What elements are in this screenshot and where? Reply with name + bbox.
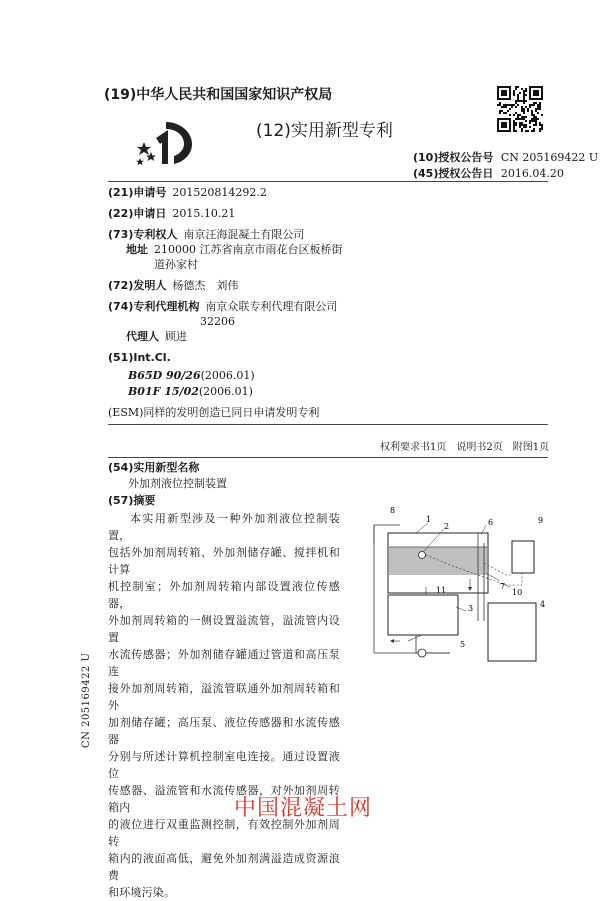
cnipa-logo [134,118,198,166]
biblio-divider-bottom [108,457,548,458]
figure-label-4: 4 [540,600,546,609]
ipc-class-1 [128,368,255,383]
qr-code [497,86,543,132]
application-number-row [108,185,267,200]
abstract-line: 箱内的液面高低，避免外加剂满溢造成资源浪费 [108,852,340,882]
grant-date: 2016.04.20 [500,167,564,180]
figure-label-3: 3 [468,604,474,613]
abstract-line: 传感器、溢流管和水流传感器，对外加剂周转箱内 [108,784,340,814]
patentee: 南京汪海混凝土有限公司 [183,228,305,241]
abstract-line: 的液位进行双重监测控制，有效控制外加剂周转 [108,818,340,848]
patentee-row [108,227,304,242]
application-number-label: (21)申请号 [108,186,167,199]
device-figure [360,503,560,678]
abstract-line: 本实用新型涉及一种外加剂液位控制装置， [108,512,340,542]
ipc-class-1-code: B65D 90/26 [128,369,201,382]
grant-date-row [413,166,564,181]
abstract-line: 加剂储存罐；高压泵、液位传感器和水流传感器 [108,716,340,746]
address-line-2: 道孙家村 [154,258,198,271]
ipc-class-2-code: B01F 15/02 [128,385,199,398]
abstract-line: 机控制室；外加剂周转箱内部设置液位传感器， [108,580,340,610]
ipc-class-2 [128,384,253,399]
grant-number-row [413,150,598,165]
address-label: 地址 [126,243,148,256]
filing-date: 2015.10.21 [172,207,236,220]
filing-date-row [108,206,235,221]
figure-label-6: 6 [488,518,494,527]
figure-label-8: 8 [390,506,396,515]
patentee-label: (73)专利权人 [108,228,178,241]
cnipa-logo-icon [134,118,198,166]
pages-note: 权利要求书1页 说明书2页 附图1页 [380,442,550,453]
inventor-label: (72)发明人 [108,279,167,292]
figure-label-2: 2 [444,522,450,531]
grant-date-label: (45)授权公告日 [413,167,494,180]
figure-label-5: 5 [460,640,466,649]
watermark-text: 中国混凝土网 [234,796,373,821]
abstract-line: 分别与所述计算机控制室电连接。通过设置液位 [108,750,340,780]
abstract-line: 包括外加剂周转箱、外加剂储存罐、搅拌机和计算 [108,546,340,576]
esm-note: (ESM)同样的发明创造已同日申请发明专利 [108,406,320,419]
biblio-divider-top [108,424,548,425]
office-name: (19)中华人民共和国国家知识产权局 [104,87,333,103]
figure-label-7: 7 [500,582,506,591]
filing-date-label: (22)申请日 [108,207,167,220]
agency-row [108,299,337,314]
abstract-line: 水流传感器；外加剂储存罐通过管道和高压泵连 [108,648,340,678]
title-label: (54)实用新型名称 [108,461,200,474]
agent-row [126,329,187,344]
agency-code: 32206 [200,315,235,328]
figure-label-11: 11 [436,586,447,595]
grant-number: CN 205169422 U [500,151,599,164]
grant-number-label: (10)授权公告号 [413,151,494,164]
abstract-line: 接外加剂周转箱，溢流管联通外加剂周转箱和外 [108,682,340,712]
side-publication-number: CN 205169422 U [81,652,92,748]
inventors: 杨德杰 刘伟 [172,279,239,292]
utility-model-title: 外加剂液位控制装置 [128,477,227,490]
ipc-class-2-version: (2006.01) [198,385,253,398]
agency: 南京众联专利代理有限公司 [205,300,338,313]
ipc-label: (51)Int.Cl. [108,351,171,364]
abstract-label: (57)摘要 [108,494,156,507]
figure-label-9: 9 [538,516,544,525]
qr-code-icon [497,86,543,132]
agent: 顾进 [165,330,187,343]
address-row [126,242,343,257]
figure-label-10: 10 [512,588,523,597]
document-type: (12)实用新型专利 [256,121,393,141]
abstract-body [108,510,340,901]
agency-label: (74)专利代理机构 [108,300,200,313]
figure-label-1: 1 [426,515,432,524]
abstract-line: 外加剂周转箱的一侧设置溢流管，溢流管内设置 [108,614,340,644]
abstract-line: 和环境污染。 [108,886,176,899]
application-number: 201520814292.2 [172,186,267,199]
header-divider [108,181,548,182]
address-line-1: 210000 江苏省南京市雨花台区板桥街 [154,243,343,256]
ipc-class-1-version: (2006.01) [200,369,255,382]
inventor-row [108,278,238,293]
device-diagram [360,503,560,678]
agent-label: 代理人 [126,330,159,343]
